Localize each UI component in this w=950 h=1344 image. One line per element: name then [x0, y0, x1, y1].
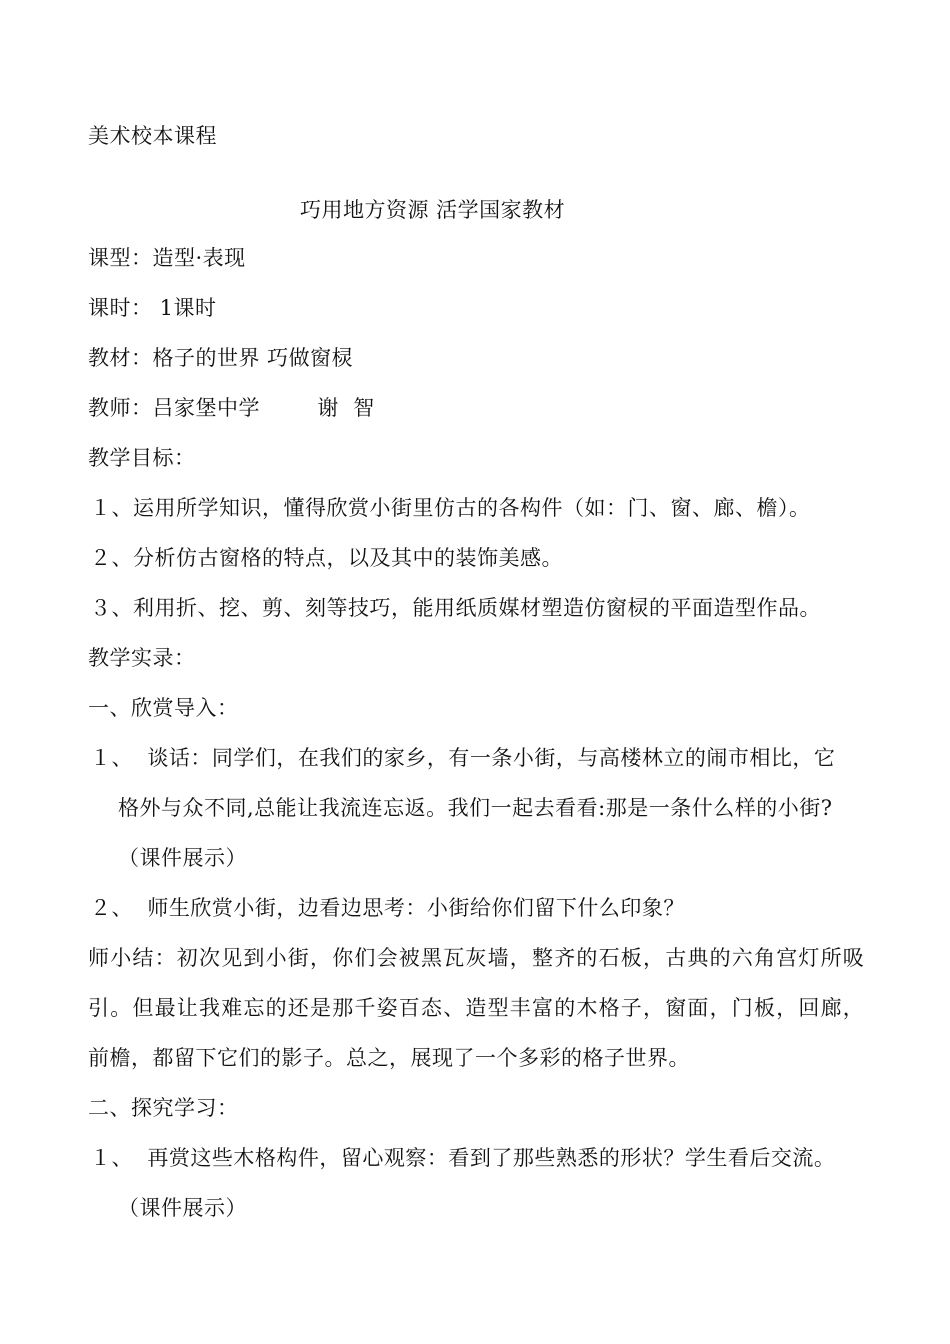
section1-item2: ２、 师生欣赏小街，边看边思考：小街给你们留下什么印象？ [90, 896, 685, 920]
lesson-hours: 课时： 1课时 [88, 296, 217, 320]
summary-line3: 前檐，都留下它们的影子。总之，展现了一个多彩的格子世界。 [88, 1046, 690, 1070]
section2-item1-note: （课件展示） [118, 1196, 247, 1220]
summary-line2: 引。但最让我难忘的还是那千姿百态、造型丰富的木格子，窗面，门板，回廊， [88, 996, 865, 1020]
section2-heading: 二、探究学习： [88, 1096, 239, 1120]
lesson-type: 课型：造型·表现 [88, 246, 246, 270]
section1-item1-line2: 格外与众不同,总能让我流连忘返。我们一起去看看:那是一条什么样的小街? [118, 796, 833, 820]
goal-item: １、运用所学知识，懂得欣赏小街里仿古的各构件（如：门、窗、廊、檐）。 [90, 496, 811, 520]
goal-item: ３、利用折、挖、剪、刻等技巧，能用纸质媒材塑造仿窗棂的平面造型作品。 [90, 596, 821, 620]
doc-header: 美术校本课程 [88, 124, 217, 148]
goals-heading: 教学目标： [88, 446, 196, 470]
section2-item1: １、 再赏这些木格构件，留心观察：看到了那些熟悉的形状？学生看后交流。 [90, 1146, 836, 1170]
doc-title: 巧用地方资源 活学国家教材 [300, 198, 566, 222]
lesson-teacher: 教师：吕家堡中学 谢 智 [88, 396, 375, 420]
goal-item: ２、分析仿古窗格的特点，以及其中的装饰美感。 [90, 546, 563, 570]
summary-line1: 师小结：初次见到小街，你们会被黑瓦灰墙，整齐的石板，古典的六角宫灯所吸 [88, 946, 865, 970]
lesson-material: 教材：格子的世界 巧做窗棂 [88, 346, 354, 370]
section1-item1-line1: １、 谈话：同学们，在我们的家乡，有一条小街，与高楼林立的闹市相比，它 [90, 746, 836, 770]
record-heading: 教学实录： [88, 646, 196, 670]
section1-heading: 一、欣赏导入： [88, 696, 239, 720]
section1-item1-note: （课件展示） [118, 846, 247, 870]
